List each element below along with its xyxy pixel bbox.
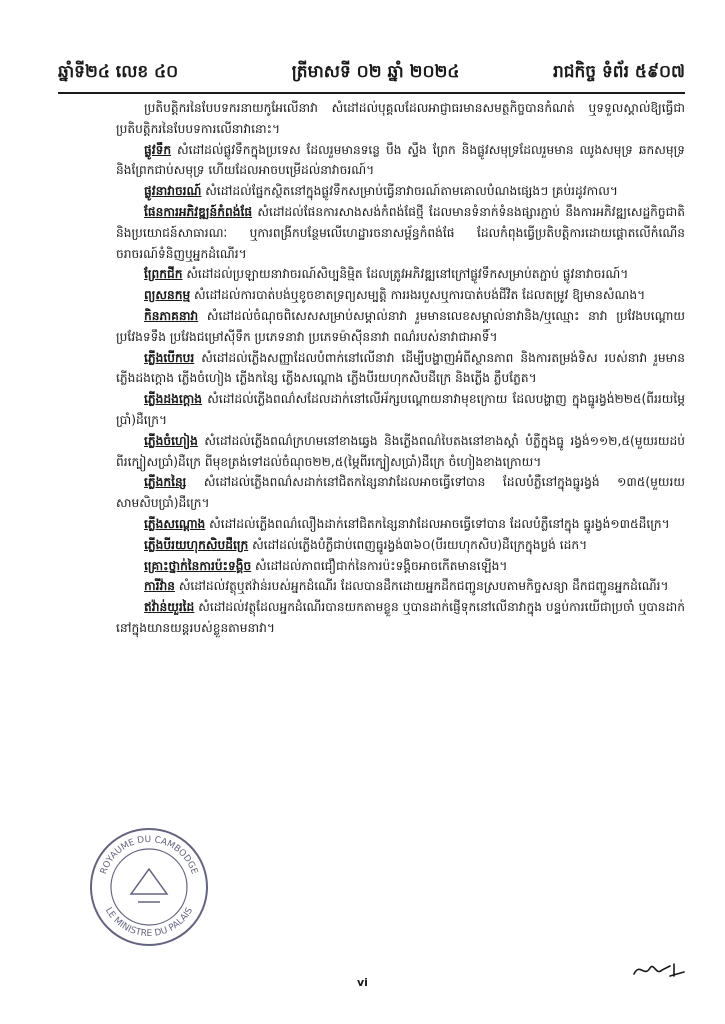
definition-paragraph <box>116 285 685 306</box>
definition-term: ភ្លើងសណ្តោង <box>144 516 206 531</box>
definition-term: គ្រោះថ្នាក់នៃការប៉ះទង្គិច <box>144 558 252 573</box>
definitions-body <box>116 98 685 639</box>
definition-term: ភ្លើងបីរយហុកសិបដឺក្រេ <box>144 537 249 552</box>
definition-text: សំដៅដល់ភ្លើងសញ្ញាដែលបំពាក់នៅលើនាវា ដើម្បីបង្ហាញអំពីស្ថានភាព និងការតម្រង់ទិស របស់នាវា រួមមានភ្លើងដងក្តោង ភ្លើងចំហៀង ភ្លើងកន្សៃ ភ្លើងសណ្តោង ភ្លើងបីរយហុកសិបដឺក្រេ និងភ្លើង ភ្លឹបភ្លែត។ <box>116 350 685 386</box>
definition-text: សំដៅដល់វត្ថុឬឥវ៉ាន់របស់អ្នកដំណើរ ដែលបានដឹកដោយអ្នកដឹកជញ្ជូនស្របតាមកិច្ចសន្យា ដឹកជញ្ជូនអ្នកដំណើរ។ <box>174 579 669 594</box>
definition-text: សំដៅដល់ចំណុចពិសេសសម្រាប់សម្គាល់នាវា រួមមានលេខសម្គាល់នាវានិង/ឬឈ្មោះ នាវា ប្រវែងបណ្តោយ ប្រវែងទទឹង ប្រវែងជម្រៅស៊ីទឹក ប្រភេទនាវា ប្រភេទម៉ាស៊ីននាវា ពណ៌របស់នាវាជាអាទិ៍។ <box>116 308 685 344</box>
definition-text: សំដៅដល់ភាពជឿជាក់នៃការប៉ះទង្គិចអាចកើតមានឡើង។ <box>251 558 508 573</box>
definition-term: ការីវ៉ាន <box>144 579 175 594</box>
page-header <box>58 56 685 94</box>
definition-paragraph <box>116 306 685 348</box>
page-number: vi <box>357 976 368 989</box>
definition-text: សំដៅដល់ការបាត់បង់ឬខូចខាតទ្រព្យសម្បត្តិ ការរងរបួសឬការបាត់បង់ជីវិត ដែលតម្រូវ ឱ្យមានសំណង។ <box>190 288 646 303</box>
definition-paragraph <box>116 202 685 264</box>
definition-paragraph <box>116 140 685 182</box>
definition-term: កិនភាគនាវា <box>144 308 199 323</box>
definition-term: ឥវ៉ាន់យួរដៃ <box>144 600 195 615</box>
definition-text: សំដៅដល់វត្ថុដែលអ្នកដំណើរបានយកតាមខ្លួន ឬបានដាក់ផ្ញើទុកនៅលើនាវាក្នុង បន្ទប់ការយើជាប្រចាំ ឬបានដាក់នៅក្នុងយានយន្តរបស់ខ្លួនតាមនាវា។ <box>116 600 685 635</box>
header-gazette-page: រាជកិច្ច ទំព័រ ៥៩០៧ <box>552 62 685 82</box>
definition-text: សំដៅដល់ភ្លើងពណ៌សដែលដាក់នៅលើអ័ក្សបណ្តោយនាវាមុខក្រោយ ដែលបង្ហាញ ក្នុងធ្នូរង្វង់២២៥(ពីររយម្ភៃប្រាំ)ដឺក្រេ។ <box>116 392 685 427</box>
definition-text: សំដៅដល់ភ្លើងបំភ្លឺជាប់ពេញធ្នូរង្វង់៣៦០(បីរយហុកសិប)ដឺក្រេក្នុងប្លង់ ដេក។ <box>248 537 588 552</box>
definition-term: ផ្លូវទឹក <box>144 142 172 157</box>
definition-paragraph <box>116 597 685 639</box>
definition-paragraph <box>116 98 685 140</box>
definition-term: ផែនការអភិវឌ្ឍន៍កំពង់ផែ <box>144 204 253 219</box>
definition-paragraph <box>116 348 685 390</box>
definition-text: សំដៅដល់ភ្លើងពណ៌លឿងដាក់នៅជិតកន្សៃនាវាដែលអាចធ្វើទៅបាន ដែលបំភ្លឺនៅក្នុង ធ្នូរង្វង់១៣៥ដឺក្រេ។ <box>205 516 670 531</box>
definition-paragraph <box>116 431 685 473</box>
definition-text: សំដៅដល់ភ្លើងពណ៌សដាក់នៅជិតកន្សៃនាវាដែលអាចធ្វើទៅបាន ដែលបំភ្លឺនៅក្នុងធ្នូរង្វង់ ១៣៥(មួយរយសាមសិបប្រាំ)ដឺក្រេ។ <box>116 475 685 511</box>
definition-text: សំដៅដល់ប្រឡាយនាវាចរណ៍សិប្បនិម្មិត ដែលត្រូវអភិវឌ្ឍនៅក្រៅផ្លូវទឹកសម្រាប់តភ្ជាប់ ផ្លូវនាវាចរណ៍។ <box>182 267 629 282</box>
definition-paragraph <box>116 514 685 535</box>
definition-term: ភ្លើងកន្សៃ <box>144 475 187 490</box>
definition-paragraph <box>116 181 685 202</box>
definition-paragraph <box>116 389 685 431</box>
definition-term: ភ្លើងបើកបរ <box>144 350 195 365</box>
definition-text: ប្រតិបត្តិករនៃបែបទករនាយកូអែលើនាវា សំដៅដល់បុគ្គលដែលអាជ្ញាធរមានសមត្ថកិច្ចបានកំណត់ ឬទទួលស្គាល់ឱ្យធ្វើជាប្រតិបត្តិករនៃបែបទការលើនាវានោះ។ <box>116 101 685 136</box>
definition-term: ភ្លើងចំហៀង <box>144 433 198 448</box>
definition-paragraph <box>116 556 685 577</box>
definition-paragraph <box>116 576 685 597</box>
definition-text: សំដៅដល់ផ្នែកស្ថិតនៅក្នុងផ្លូវទឹកសម្រាប់ធ្វើនាវាចរណ៍តាមគោលបំណងផ្សេងៗ គ្រប់រដូវកាល។ <box>201 184 618 199</box>
handwritten-initials <box>630 958 690 980</box>
header-date: ត្រីមាសទី ០២ ឆ្នាំ ២០២៤ <box>291 62 460 82</box>
seal-text-top: ROYAUME DU CAMBODGE <box>99 834 199 876</box>
definition-term: ភ្លើងដងក្តោង <box>144 392 203 407</box>
definition-text: សំដៅដល់ផ្លូវទឹកក្នុងប្រទេស ដែលរួមមានទន្លេ បឹង ស្ទឹង ព្រែក និងផ្លូវសមុទ្រដែលរួមមាន ឈូងសមុទ្រ ឆកសមុទ្រ និងព្រែកជាប់សមុទ្រ ហើយដែលអាចបម្រើដល់នាវាចរណ៍។ <box>116 142 685 178</box>
definition-paragraph <box>116 535 685 556</box>
royal-seal-stamp <box>86 824 212 950</box>
definition-text: សំដៅដល់ផែនការសាងសង់កំពង់ផែថ្មី ដែលមានទំនាក់ទំនងផ្សារភ្ជាប់ នឹងការអភិវឌ្ឍសេដ្ឋកិច្ចជាតិនិងប្រយោជន៍សាធារណៈ ឬការពង្រីកបន្ថែមលើហេដ្ឋារចនាសម្ព័ន្ធកំពង់ផែ ដែលកំពុងធ្វើប្រតិបត្តិការដោយផ្តោតលើកំណើនចរាចរណ៍ទំនិញឬអ្នកដំណើរ។ <box>116 204 685 261</box>
definition-term: ព្យសនកម្ម <box>144 288 191 303</box>
seal-text-bottom: LE MINISTRE DU PALAIS <box>102 906 196 940</box>
definition-paragraph <box>116 472 685 514</box>
header-year-issue: ឆ្នាំទី២៤ លេខ ៤០ <box>58 62 179 82</box>
definition-text: សំដៅដល់ភ្លើងពណ៌ក្រហមនៅខាងឆ្វេង និងភ្លើងពណ៌បៃតងនៅខាងស្តាំ បំភ្លឺក្នុងធ្នូ រង្វង់១១២,៥(មួយរយដប់ពីរក្បៀសប្រាំ)ដឺក្រេ ពីមុខត្រង់ទៅដល់ចំណុច២២,៥(ម្ភៃពីរក្បៀសប្រាំ)ដឺក្រេ ចំហៀងខាងក្រោយ។ <box>116 433 685 469</box>
definition-paragraph <box>116 264 685 285</box>
definition-term: ផ្លូវនាវាចរណ៍ <box>144 184 202 199</box>
definition-term: ព្រែកជីក <box>144 267 183 282</box>
